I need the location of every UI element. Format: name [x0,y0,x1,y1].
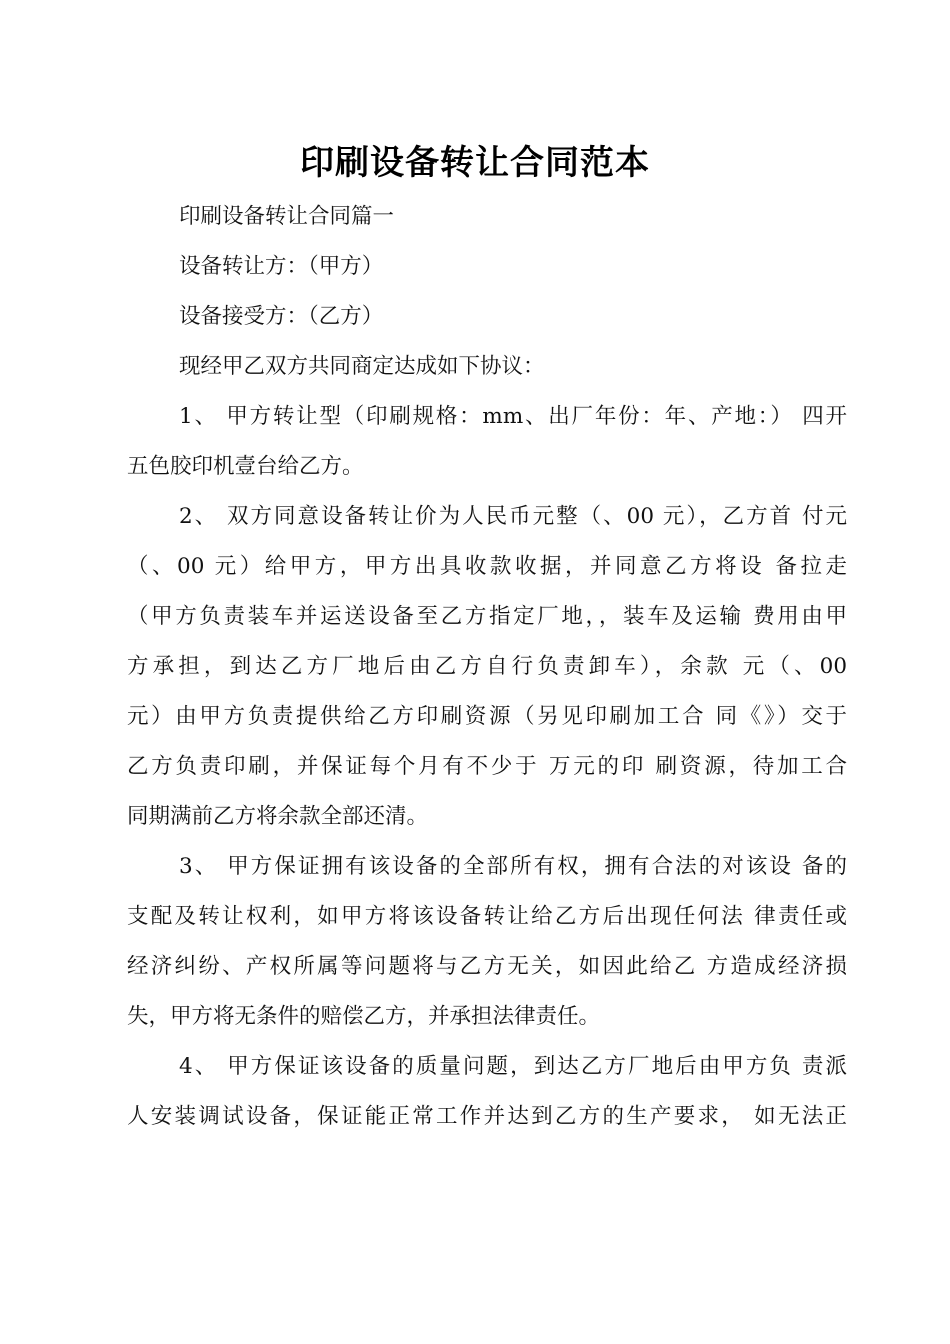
agreement-intro: 现经甲乙双方共同商定达成如下协议： [179,354,545,379]
clause-1-line-2: 五色胶印机壹台给乙方。 [127,454,364,479]
clause-4-line-2: 人安装调试设备，保证能正常工作并达到乙方的生产要求， 如无法正 [127,1104,847,1129]
clause-4-line-1: 4、 甲方保证该设备的质量问题，到达乙方厂地后由甲方负 责派 [179,1054,847,1079]
clause-2-line-1: 2、 双方同意设备转让价为人民币元整（、00 元），乙方首 付元 [179,504,847,529]
clause-2-line-5: 元）由甲方负责提供给乙方印刷资源（另见印刷加工合 同《》）交于 [127,704,847,729]
section-heading: 印刷设备转让合同篇一 [179,204,395,229]
document-title: 印刷设备转让合同范本 [300,143,650,183]
clause-1-line-1: 1、 甲方转让型（印刷规格：mm、出厂年份：年、产地：） 四开 [179,404,847,429]
transferee-line: 设备接受方：（乙方） [179,304,384,329]
clause-2-line-7: 同期满前乙方将余款全部还清。 [127,804,429,829]
transferor-line: 设备转让方：（甲方） [179,254,384,279]
clause-3-line-4: 失，甲方将无条件的赔偿乙方，并承担法律责任。 [127,1004,601,1029]
document-body [127,192,847,1142]
clause-2-line-6: 乙方负责印刷，并保证每个月有不少于 万元的印 刷资源，待加工合 [127,754,847,779]
clause-2-line-4: 方承担，到达乙方厂地后由乙方自行负责卸车），余款 元（、00 [127,654,847,679]
clause-2-line-2: （、00 元）给甲方，甲方出具收款收据，并同意乙方将设 备拉走 [127,554,847,579]
clause-3-line-3: 经济纠纷、产权所属等问题将与乙方无关，如因此给乙 方造成经济损 [127,954,847,979]
clause-3-line-2: 支配及转让权利，如甲方将该设备转让给乙方后出现任何法 律责任或 [127,904,847,929]
clause-2-line-3: （甲方负责装车并运送设备至乙方指定厂地，，装车及运输 费用由甲 [127,604,847,629]
clause-3-line-1: 3、 甲方保证拥有该设备的全部所有权，拥有合法的对该设 备的 [179,854,847,879]
